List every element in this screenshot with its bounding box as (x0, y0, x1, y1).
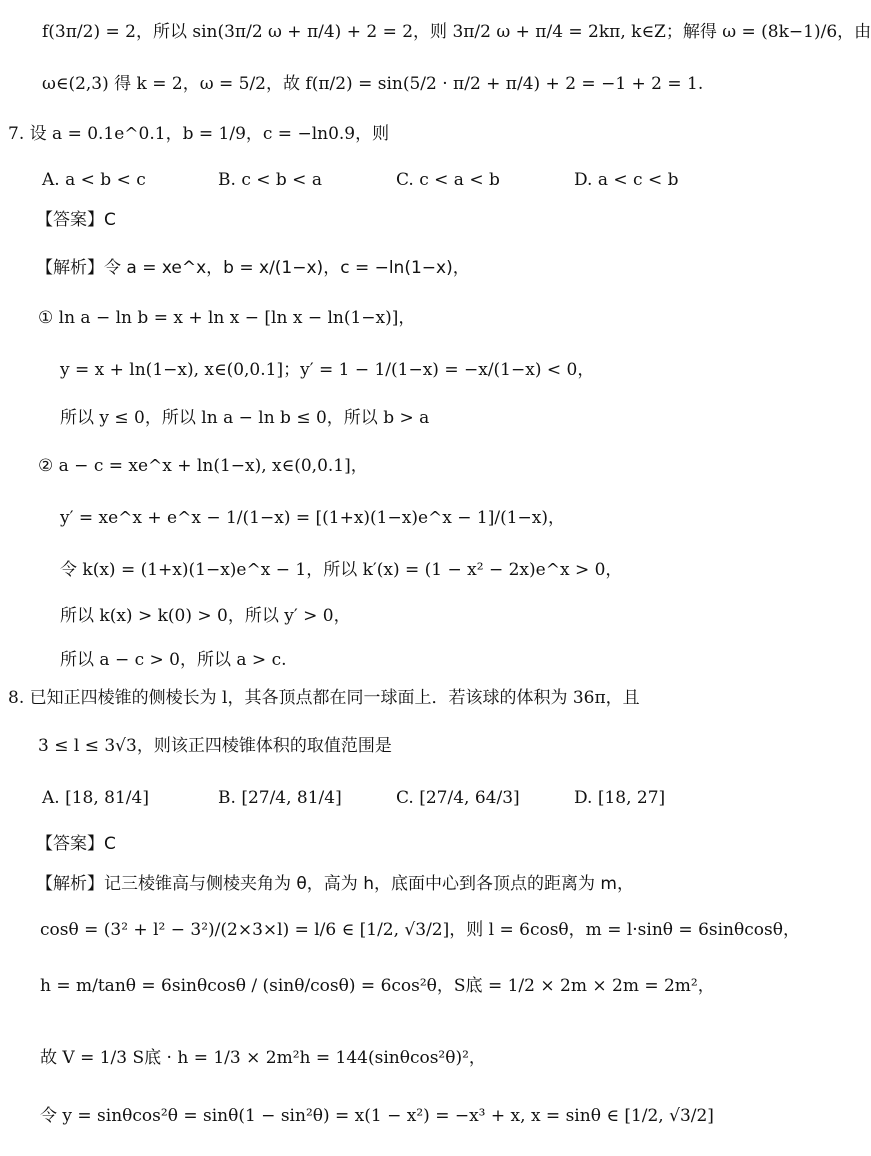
q7-analysis-conclusion-2: 所以 a − c > 0，所以 a > c. (60, 650, 287, 670)
option-label: A. (42, 788, 60, 808)
option-label: A. (42, 170, 60, 190)
q8-option-a (42, 786, 149, 810)
option-label: B. (218, 170, 236, 190)
q7-option-a (42, 168, 146, 192)
q7-stem: 7. 设 a = 0.1e^0.1，b = 1/9，c = −ln0.9，则 (8, 124, 390, 144)
q8-stem-line-2: 3 ≤ l ≤ 3√3，则该正四棱锥体积的取值范围是 (38, 736, 392, 756)
q7-analysis-step-2: ② a − c = xe^x + ln(1−x), x∈(0,0.1]， (38, 456, 368, 476)
option-label: C. (396, 788, 414, 808)
q8-analysis-intro: 【解析】记三棱锥高与侧棱夹角为 θ，高为 h，底面中心到各顶点的距离为 m， (36, 874, 634, 894)
option-text: [18, 27] (597, 788, 666, 808)
q7-analysis-intro: 【解析】令 a = xe^x，b = x/(1−x)，c = −ln(1−x)， (36, 258, 470, 278)
q8-analysis-height: h = m/tanθ = 6sinθcosθ / (sinθ/cosθ) = 6cos²θ，S底 = 1/2 × 2m × 2m = 2m²， (40, 976, 715, 996)
q7-analysis-conclusion-1: 所以 y ≤ 0，所以 ln a − ln b ≤ 0，所以 b > a (60, 408, 430, 428)
q7-analysis-step-1: ① ln a − ln b = x + ln x − [ln x − ln(1−x)]， (38, 308, 416, 328)
option-label: B. (218, 788, 236, 808)
q8-analysis-cos-theta: cosθ = (3² + l² − 3²)/(2×3×l) = l/6 ∈ [1/2, √3/2]，则 l = 6cosθ，m = l·sinθ = 6sinθcosθ， (40, 920, 800, 940)
option-text: [27/4, 64/3] (419, 788, 520, 808)
q7-answer: 【答案】C (36, 210, 116, 230)
option-label: D. (574, 788, 593, 808)
q8-option-c (396, 786, 520, 810)
option-text: [27/4, 81/4] (241, 788, 342, 808)
q8-option-d (574, 786, 665, 810)
q7-option-c (396, 168, 500, 192)
q7-option-d (574, 168, 679, 192)
option-text: a < b < c (65, 170, 146, 190)
q8-option-b (218, 786, 342, 810)
option-label: D. (574, 170, 593, 190)
option-text: c < b < a (241, 170, 322, 190)
q7-option-b (218, 168, 322, 192)
q7-analysis-k-function: 令 k(x) = (1+x)(1−x)e^x − 1，所以 k′(x) = (1 − x² − 2x)e^x > 0， (60, 560, 623, 580)
q8-analysis-substitution: 令 y = sinθcos²θ = sinθ(1 − sin²θ) = x(1 − x²) = −x³ + x, x = sinθ ∈ [1/2, √3/2] (40, 1106, 714, 1126)
q7-analysis-derivative-2: y′ = xe^x + e^x − 1/(1−x) = [(1+x)(1−x)e^x − 1]/(1−x)， (60, 508, 565, 528)
q8-stem-line-1: 8. 已知正四棱锥的侧棱长为 l，其各顶点都在同一球面上．若该球的体积为 36π，且 (8, 688, 640, 708)
prev-solution-line-1: f(3π/2) = 2，所以 sin(3π/2 ω + π/4) + 2 = 2，则 3π/2 ω + π/4 = 2kπ, k∈Z；解得 ω = (8k−1)/6，由 (42, 22, 871, 42)
option-text: [18, 81/4] (65, 788, 149, 808)
q7-analysis-derivative-1: y = x + ln(1−x), x∈(0,0.1]；y′ = 1 − 1/(1−x) = −x/(1−x) < 0， (60, 360, 595, 380)
option-label: C. (396, 170, 414, 190)
q8-analysis-volume: 故 V = 1/3 S底 · h = 1/3 × 2m²h = 144(sinθcos²θ)²， (40, 1048, 486, 1068)
prev-solution-line-2: ω∈(2,3) 得 k = 2，ω = 5/2，故 f(π/2) = sin(5/2 · π/2 + π/4) + 2 = −1 + 2 = 1. (42, 74, 704, 94)
option-text: c < a < b (419, 170, 500, 190)
q8-answer: 【答案】C (36, 834, 116, 854)
option-text: a < c < b (597, 170, 679, 190)
q7-analysis-k-positive: 所以 k(x) > k(0) > 0，所以 y′ > 0， (60, 606, 351, 626)
